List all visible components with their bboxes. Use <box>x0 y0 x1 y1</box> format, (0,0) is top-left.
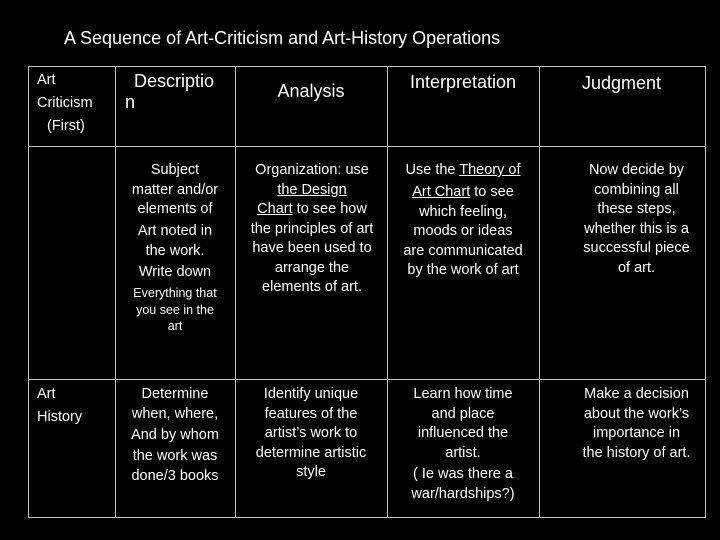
cell-text-line: Identify unique <box>263 386 359 402</box>
cell-text-line: And by whom <box>131 427 219 443</box>
cell-text-line: artist’s work to <box>264 425 358 441</box>
cell-small-line: Everything that <box>133 286 217 300</box>
slide-title: A Sequence of Art-Criticism and Art-History Operations <box>64 28 501 48</box>
design-chart-link[interactable]: the Design <box>277 181 347 198</box>
cell-text-line: Learn how time <box>413 386 513 402</box>
cell-text-line: Determine <box>141 386 209 402</box>
operations-table <box>28 66 706 518</box>
cell-text-line: Make a decision <box>584 386 689 402</box>
cell-text-line <box>387 181 539 203</box>
cell-text-line: Art noted in <box>137 222 213 239</box>
cell-text-line: successful piece <box>583 240 690 256</box>
cell-text-line: which feeling, <box>419 203 507 220</box>
theory-of-art-chart-link[interactable]: Art Chart <box>412 183 471 200</box>
cell-text-line: the principles of art <box>250 220 374 237</box>
cell-text-line <box>237 200 387 220</box>
cell-text-line: arrange the <box>274 259 350 276</box>
cell-text-line: matter and/or <box>131 181 219 198</box>
cell-text-line: these steps, <box>597 201 676 217</box>
theory-of-art-chart-link[interactable]: Theory of <box>459 162 521 178</box>
cell-text-line: artist. <box>445 444 481 461</box>
cell-text-line: influenced the <box>417 425 509 441</box>
cell-text-line: war/hardships?) <box>411 486 515 502</box>
cell-text-line: have been used to <box>252 240 372 256</box>
header-analysis: Analysis <box>277 81 345 101</box>
cell-text-line: Write down <box>138 264 212 280</box>
history-description <box>115 385 235 486</box>
row-label-art-history <box>37 383 113 429</box>
row-label-line: Art <box>37 72 56 88</box>
cell-text-line: moods or ideas <box>413 223 513 239</box>
cell-text-line: the work. <box>145 242 205 259</box>
row-label-line: Art <box>37 386 56 402</box>
cell-small-line: you see in the <box>136 302 214 317</box>
cell-text-line: ( Ie was there a <box>413 466 513 482</box>
design-chart-link[interactable]: Chart <box>257 201 293 217</box>
cell-small-line: art <box>167 319 183 333</box>
history-analysis <box>235 385 387 483</box>
cell-text-line: the history of art. <box>582 444 691 461</box>
cell-text-line: elements of <box>137 201 213 217</box>
header-text-line: Descriptio <box>134 71 215 91</box>
history-judgment <box>569 385 704 463</box>
header-interpretation: Interpretation <box>409 72 517 92</box>
row-divider <box>29 379 705 380</box>
cell-text-fragment: to see <box>470 183 514 200</box>
row-label-line: History <box>37 409 83 425</box>
row-label-line: Criticism <box>37 95 93 111</box>
header-judgment: Judgment <box>581 73 662 93</box>
criticism-analysis <box>237 161 387 298</box>
cell-text-line: whether this is a <box>584 220 689 237</box>
cell-text-line: Organization: use <box>255 162 369 178</box>
cell-text-line: elements of art. <box>262 279 362 295</box>
cell-text-fragment: to see how <box>292 201 367 217</box>
cell-text-line: are communicated <box>403 242 523 259</box>
cell-text-line: of art. <box>617 259 656 276</box>
cell-text-line: Now decide by <box>588 162 685 178</box>
criticism-interpretation <box>387 161 539 281</box>
cell-text-line: determine artistic <box>255 444 367 461</box>
cell-text-line: combining all <box>594 181 679 198</box>
cell-text-line: Subject <box>150 162 200 178</box>
cell-text-line: by the work of art <box>407 262 519 278</box>
cell-text-line: the work was <box>132 448 218 464</box>
cell-text-line: when, where, <box>131 405 219 422</box>
column-divider <box>539 67 540 517</box>
cell-text-line: features of the <box>264 405 358 422</box>
cell-text-fragment: Use the <box>405 162 460 178</box>
criticism-description <box>115 161 235 335</box>
header-text-line: n <box>125 92 136 112</box>
cell-text-line: importance in <box>592 425 681 441</box>
cell-text-line: and place <box>431 405 495 422</box>
row-label-art-criticism <box>37 69 113 138</box>
cell-text-line <box>387 161 539 181</box>
row-label-line: (First) <box>47 118 85 134</box>
header-description <box>125 71 235 113</box>
cell-text-line: about the work’s <box>583 405 690 422</box>
criticism-judgment <box>569 161 704 278</box>
cell-text-line: style <box>296 464 326 480</box>
history-interpretation <box>387 385 539 505</box>
row-divider <box>29 146 705 147</box>
cell-text-line: done/3 books <box>131 467 219 484</box>
